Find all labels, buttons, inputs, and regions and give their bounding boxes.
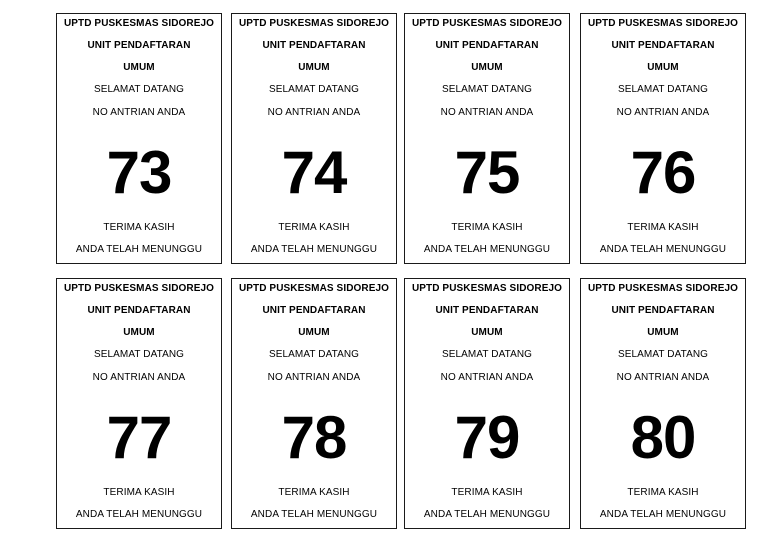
facility-name: UPTD PUSKESMAS SIDOREJO [63, 283, 215, 294]
waiting-text: ANDA TELAH MENUNGGU [75, 244, 203, 255]
queue-label: NO ANTRIAN ANDA [267, 372, 361, 383]
unit-name: UNIT PENDAFTARAN [262, 305, 366, 316]
waiting-text: ANDA TELAH MENUNGGU [75, 509, 203, 520]
welcome-text: SELAMAT DATANG [617, 84, 709, 95]
facility-name: UPTD PUSKESMAS SIDOREJO [411, 283, 563, 294]
welcome-text: SELAMAT DATANG [268, 84, 360, 95]
unit-name: UNIT PENDAFTARAN [87, 40, 191, 51]
unit-name: UNIT PENDAFTARAN [435, 40, 539, 51]
waiting-text: ANDA TELAH MENUNGGU [250, 244, 378, 255]
facility-name: UPTD PUSKESMAS SIDOREJO [238, 18, 390, 29]
waiting-text: ANDA TELAH MENUNGGU [423, 244, 551, 255]
queue-number: 74 [281, 139, 347, 206]
thanks-text: TERIMA KASIH [627, 222, 699, 233]
unit-category: UMUM [471, 327, 503, 338]
queue-number: 75 [454, 139, 520, 206]
facility-name: UPTD PUSKESMAS SIDOREJO [587, 283, 739, 294]
facility-name: UPTD PUSKESMAS SIDOREJO [63, 18, 215, 29]
unit-name: UNIT PENDAFTARAN [435, 305, 539, 316]
welcome-text: SELAMAT DATANG [93, 349, 185, 360]
thanks-text: TERIMA KASIH [627, 487, 699, 498]
queue-ticket [580, 13, 746, 264]
unit-name: UNIT PENDAFTARAN [87, 305, 191, 316]
thanks-text: TERIMA KASIH [103, 487, 175, 498]
queue-label: NO ANTRIAN ANDA [92, 372, 186, 383]
waiting-text: ANDA TELAH MENUNGGU [423, 509, 551, 520]
waiting-text: ANDA TELAH MENUNGGU [599, 509, 727, 520]
queue-label: NO ANTRIAN ANDA [92, 107, 186, 118]
thanks-text: TERIMA KASIH [103, 222, 175, 233]
facility-name: UPTD PUSKESMAS SIDOREJO [238, 283, 390, 294]
queue-ticket [56, 13, 222, 264]
queue-number: 79 [454, 404, 520, 471]
unit-name: UNIT PENDAFTARAN [611, 40, 715, 51]
queue-label: NO ANTRIAN ANDA [616, 372, 710, 383]
thanks-text: TERIMA KASIH [278, 222, 350, 233]
queue-label: NO ANTRIAN ANDA [616, 107, 710, 118]
facility-name: UPTD PUSKESMAS SIDOREJO [587, 18, 739, 29]
queue-label: NO ANTRIAN ANDA [440, 372, 534, 383]
thanks-text: TERIMA KASIH [278, 487, 350, 498]
queue-number: 80 [630, 404, 696, 471]
unit-category: UMUM [647, 327, 679, 338]
queue-ticket [404, 13, 570, 264]
unit-category: UMUM [298, 62, 330, 73]
waiting-text: ANDA TELAH MENUNGGU [250, 509, 378, 520]
unit-category: UMUM [298, 327, 330, 338]
facility-name: UPTD PUSKESMAS SIDOREJO [411, 18, 563, 29]
welcome-text: SELAMAT DATANG [268, 349, 360, 360]
welcome-text: SELAMAT DATANG [93, 84, 185, 95]
queue-label: NO ANTRIAN ANDA [440, 107, 534, 118]
unit-category: UMUM [123, 62, 155, 73]
unit-category: UMUM [123, 327, 155, 338]
unit-category: UMUM [471, 62, 503, 73]
queue-number: 77 [106, 404, 172, 471]
queue-number: 73 [106, 139, 172, 206]
waiting-text: ANDA TELAH MENUNGGU [599, 244, 727, 255]
queue-ticket [580, 278, 746, 529]
queue-ticket [56, 278, 222, 529]
queue-ticket [231, 278, 397, 529]
queue-ticket [404, 278, 570, 529]
queue-number: 76 [630, 139, 696, 206]
welcome-text: SELAMAT DATANG [441, 84, 533, 95]
queue-number: 78 [281, 404, 347, 471]
thanks-text: TERIMA KASIH [451, 487, 523, 498]
queue-ticket [231, 13, 397, 264]
thanks-text: TERIMA KASIH [451, 222, 523, 233]
welcome-text: SELAMAT DATANG [617, 349, 709, 360]
queue-label: NO ANTRIAN ANDA [267, 107, 361, 118]
unit-category: UMUM [647, 62, 679, 73]
welcome-text: SELAMAT DATANG [441, 349, 533, 360]
unit-name: UNIT PENDAFTARAN [262, 40, 366, 51]
unit-name: UNIT PENDAFTARAN [611, 305, 715, 316]
